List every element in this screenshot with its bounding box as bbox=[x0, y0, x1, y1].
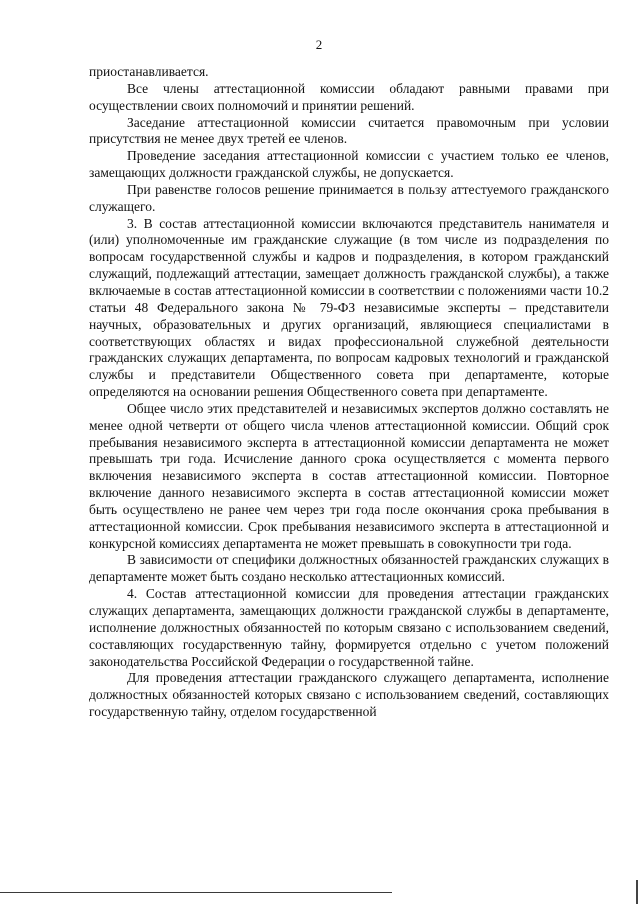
paragraph-members-restriction: Проведение заседания аттестационной комиссии с участием только ее членов, замещающих должности гражданской службы, не допускается. bbox=[89, 148, 609, 181]
paragraph-section-4: 4. Состав аттестационной комиссии для проведения аттестации гражданских служащих департамента, замещающих должности гражданской службы в департаменте, исполнение должностных обязанностей по которым связано с использованием сведений, составляющих государственную тайну, формируется отдельно с учетом положений законодательства Российской Федерации о государственной тайне. bbox=[89, 586, 609, 669]
paragraph-quorum: Заседание аттестационной комиссии считается правомочным при условии присутствия не менее двух третей ее членов. bbox=[89, 114, 609, 147]
paragraph-equal-rights: Все члены аттестационной комиссии обладают равными правами при осуществлении своих полномочий и принятии решений. bbox=[89, 80, 609, 113]
paragraph-secret-attestation: Для проведения аттестации гражданского служащего департамента, исполнение должностных обязанностей которых связано с использованием сведений, составляющих государственную тайну, отделом государственной bbox=[89, 670, 609, 720]
paragraph-section-3: 3. В состав аттестационной комиссии включаются представитель нанимателя и (или) уполномоченные им гражданские служащие (в том числе из подразделения по вопросам государственной службы и кадров и подразделения, в котором гражданский служащий, подлежащий аттестации, замещает должность гражданской службы), а также включаемые в состав аттестационной комиссии в соответствии с положениями части 10.2 статьи 48 Федерального закона № 79-ФЗ независимые эксперты – представители научных, образовательных и других организаций, являющиеся специалистами в соответствующих областях и видах профессиональной служебной деятельности гражданских служащих департамента, по вопросам кадровых технологий и гражданской службы и представители Общественного совета при департаменте, которые определяются на основании решения Общественного совета при департаменте. bbox=[89, 215, 609, 400]
scan-bottom-line bbox=[0, 892, 392, 893]
paragraph-experts-count: Общее число этих представителей и независимых экспертов должно составлять не менее одной четверти от общего числа членов аттестационной комиссии. Общий срок пребывания независимого эксперта в аттестационной комиссии департамента не может превышать три года. Исчисление данного срока осуществляется с момента первого включения независимого эксперта в состав аттестационной комиссии. Повторное включение данного независимого эксперта в состав аттестационной комиссии может быть осуществлено не ранее чем через три года после окончания срока пребывания в аттестационной комиссии. Срок пребывания независимого эксперта в аттестационной и конкурсной комиссиях департамента не может превышать в совокупности три года. bbox=[89, 400, 609, 551]
paragraph-equal-votes: При равенстве голосов решение принимается в пользу аттестуемого гражданского служащего. bbox=[89, 181, 609, 214]
paragraph-continuation: приостанавливается. bbox=[89, 64, 209, 79]
page-number: 2 bbox=[315, 37, 323, 52]
paragraph-multiple-commissions: В зависимости от специфики должностных обязанностей гражданских служащих в департаменте может быть создано несколько аттестационных комиссий. bbox=[89, 552, 609, 585]
document-body bbox=[89, 64, 609, 721]
